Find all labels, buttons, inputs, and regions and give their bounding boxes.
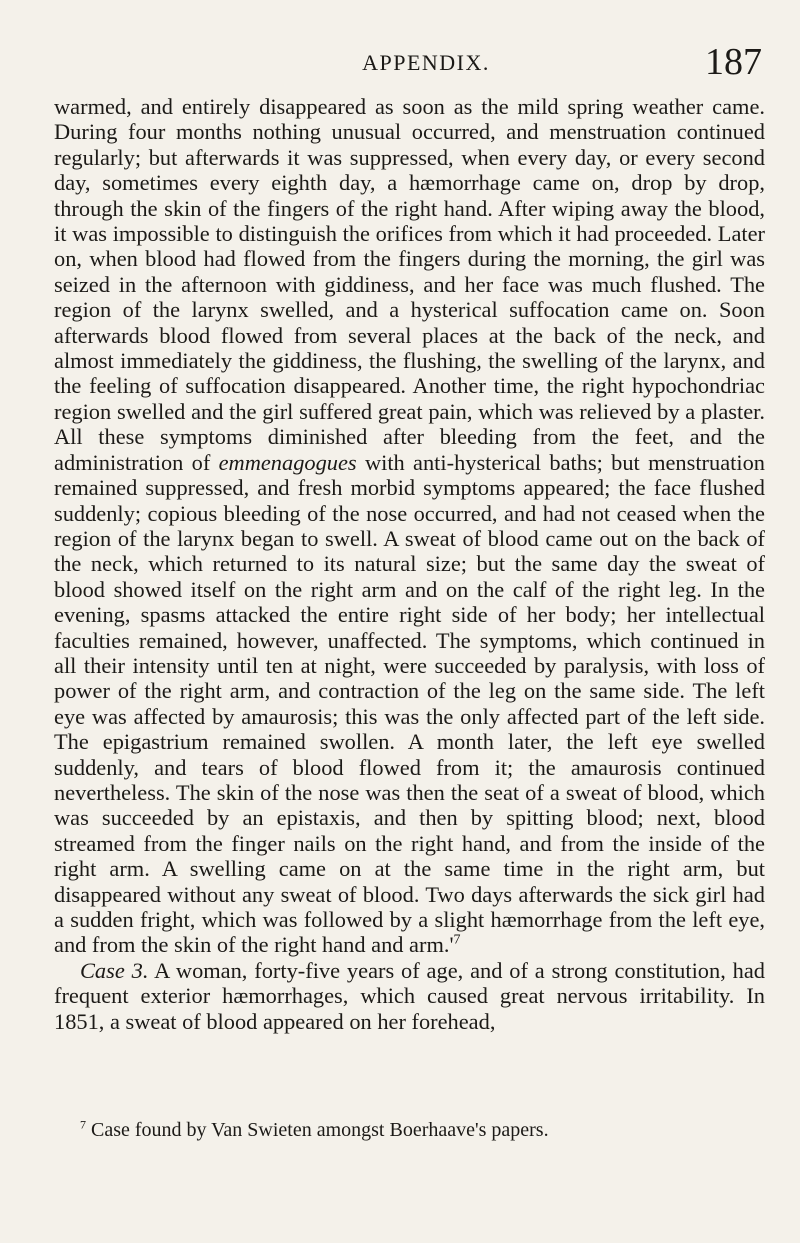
footnote	[80, 1118, 765, 1142]
running-title: APPENDIX.	[362, 50, 490, 75]
paragraph-text-continued: with anti-hysterical baths; but menstruation remained suppressed, and fresh morbid symptoms appeared; the face flushed suddenly; copious bleeding of the nose occurred, and had not ceased when the region of the larynx began to swell. A sweat of blood came out on the back of the neck, which returned to its natural size; but the same day the sweat of blood showed itself on the right arm and on the calf of the right leg. In the evening, spasms attacked the entire right side of her body; her intellectual faculties remained, however, unaffected. The symptoms, which continued in all their intensity until ten at night, were succeeded by paralysis, with loss of power of the right arm, and contraction of the leg on the same side. The left eye was affected by amaurosis; this was the only affected part of the left side. The epigastrium remained swollen. A month later, the left eye swelled suddenly, and tears of blood flowed from it; the amaurosis continued nevertheless. The skin of the nose was then the seat of a sweat of blood, which was succeeded by an epistaxis, and then by spitting blood; next, blood streamed from the finger nails on the right hand, and from the inside of the right arm. A swelling came on at the same time in the right arm, but disappeared without any sweat of blood. Two days afterwards the sick girl had a sudden fright, which was followed by a slight hæmorrhage from the left eye, and from the skin of the right hand and arm.'	[54, 449, 765, 958]
body-text	[54, 94, 765, 1034]
case-paragraph	[54, 958, 765, 1034]
footnote-marker: 7	[80, 1117, 86, 1132]
emphasis-term: emmenagogues	[218, 449, 357, 475]
footnote-reference: 7	[453, 932, 461, 948]
page-header	[100, 41, 762, 86]
page-number: 187	[705, 41, 762, 83]
paragraph-text: warmed, and entirely disappeared as soon as the mild spring weather came. During four months nothing unusual occurred, and menstruation continued regularly; but afterwards it was suppressed, when every day, or every second day, sometimes every eighth day, a hæmorrhage came on, drop by drop, through the skin of the fingers of the right hand. After wiping away the blood, it was impossible to distinguish the orifices from which it had proceeded. Later on, when blood had flowed from the fingers during the morning, the girl was seized in the afternoon with giddiness, and her face was much flushed. The region of the larynx swelled, and a hysterical suffocation came on. Soon afterwards blood flowed from several places at the back of the neck, and almost immediately the giddiness, the flushing, the swelling of the larynx, and the feeling of suffocation disappeared. Another time, the right hypochondriac region swelled and the girl suffered great pain, which was relieved by a plaster. All these symptoms diminished after bleeding from the feet, and the administration of	[54, 94, 765, 475]
case-label: Case 3.	[80, 957, 149, 983]
case-text: A woman, forty-five years of age, and of a strong constitution, had frequent exterior hæmorrhages, which caused great nervous irritability. In 1851, a sweat of blood appeared on her forehead,	[54, 957, 765, 1034]
footnote-text: Case found by Van Swieten amongst Boerhaave's papers.	[91, 1119, 549, 1141]
paragraph	[54, 94, 765, 958]
